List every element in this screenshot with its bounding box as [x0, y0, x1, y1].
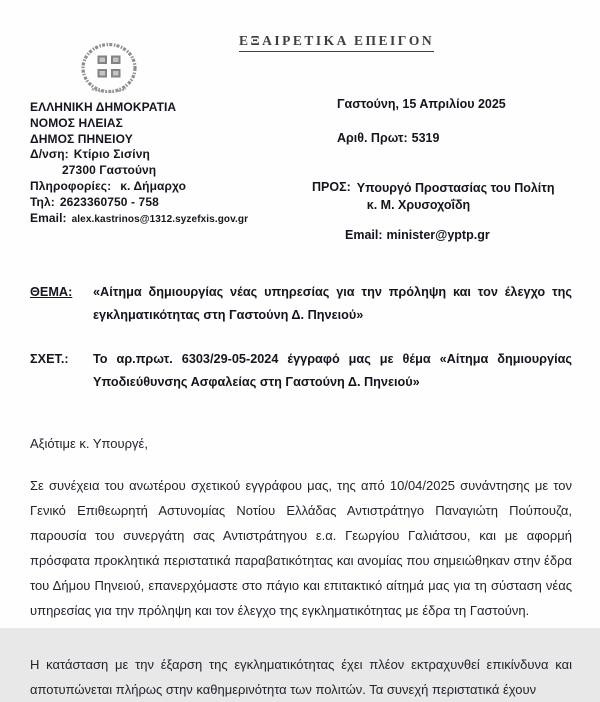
protocol-line: [337, 131, 572, 145]
recipient-name-line: κ. Μ. Χρυσοχοΐδη: [366, 197, 471, 212]
email-label: Email:: [30, 210, 67, 225]
sender-block: [30, 100, 312, 227]
date-line: Γαστούνη, 15 Απριλίου 2025: [337, 97, 506, 111]
email-value: alex.kastrinos@1312.syzefxis.gov.gr: [71, 213, 249, 225]
address-value: Κτίριο Σισίνη: [73, 147, 150, 162]
sender-address-line: [30, 147, 312, 163]
sender-address-line2: 27300 Γαστούνη: [62, 163, 157, 178]
address-label: Δ/νση:: [30, 147, 69, 162]
sender-prefecture-line: ΝΟΜΟΣ ΗΛΕΙΑΣ: [30, 115, 123, 130]
recipient-lines: [357, 180, 555, 213]
reference-label: ΣΧΕΤ.:: [30, 352, 69, 366]
sender-phone-line: [30, 195, 312, 211]
salutation: Αξιότιμε κ. Υπουργέ,: [30, 436, 148, 451]
reference-block: [30, 348, 572, 394]
sender-info-line: [30, 179, 312, 195]
recipient-block: [312, 180, 572, 213]
phone-value: 2623360750 - 758: [59, 194, 159, 209]
letterhead: [30, 42, 572, 242]
info-value: κ. Δήμαρχο: [120, 178, 187, 193]
reference-text: Το αρ.πρωτ. 6303/29-05-2024 έγγραφό μας με θέμα «Αίτημα δημιουργίας Υποδιεύθυνσης Ασφαλείας στη Γαστούνη Δ. Πηνειού»: [93, 352, 572, 389]
recipient-title-line: Υπουργό Προστασίας του Πολίτη: [356, 181, 555, 195]
subject-text: «Αίτημα δημιουργίας νέας υπηρεσίας για την πρόληψη και τον έλεγχο της εγκληματικότητας στη Γαστούνη Δ. Πηνειού»: [93, 285, 572, 322]
body-paragraph-2: Η κατάσταση με την έξαρση της εγκληματικότητας έχει πλέον εκτραχυνθεί επικίνδυνα και αποτυπώνεται πλήρως στην καθημερινότητα των πολιτών. Τα συνεχή περιστατικά έχουν: [30, 657, 572, 697]
info-label: Πληροφορίες:: [30, 178, 112, 193]
recipient-email-value: minister@yptp.gr: [386, 228, 490, 242]
sender-municipality-line: ΔΗΜΟΣ ΠΗΝΕΙΟΥ: [30, 131, 133, 146]
subject-label: ΘΕΜΑ:: [30, 285, 73, 299]
greek-coat-of-arms-icon: [72, 42, 146, 96]
subject-block: [30, 281, 572, 327]
sender-republic-line: ΕΛΛΗΝΙΚΗ ΔΗΜΟΚΡΑΤΙΑ: [30, 100, 177, 114]
to-label: ΠΡΟΣ:: [312, 180, 351, 194]
urgency-stamp: ΕΞΑΙΡΕΤΙΚΑ ΕΠΕΙΓΟΝ: [239, 33, 434, 52]
protocol-label: Αριθ. Πρωτ:: [337, 131, 408, 145]
recipient-email-line: [345, 228, 572, 242]
body-paragraph-1: Σε συνέχεια του ανωτέρου σχετικού εγγράφου μας, της από 10/04/2025 συνάντησης με τον Γενικό Επιθεωρητή Αστυνομίας Νοτίου Ελλάδας Αντιστράτηγο Παναγιώτη Πούπουζα, παρουσία του συνεργάτη σας Αντιστράτηγου ε.α. Γεωργίου Γαλιάτσου, και με αφορμή πρόσφατα προκλητικά περιστατικά παραβατικότητας και ανομίας που σημειώθηκαν στην έδρα του Δήμου Πηνειού, επανερχόμαστε στο πάγιο και επιτακτικό αίτημά μας για τη σύσταση νέας υπηρεσίας για την πρόληψη και τον έλεγχο της εγκληματικότητας με έδρα τη Γαστούνη.: [30, 478, 572, 618]
recipient-email-label: Email:: [345, 228, 383, 242]
protocol-number: 5319: [411, 131, 440, 145]
sender-column: [30, 42, 312, 242]
sender-email-line: [30, 211, 312, 228]
recipient-column: [312, 42, 572, 242]
phone-label: Τηλ:: [30, 194, 55, 209]
